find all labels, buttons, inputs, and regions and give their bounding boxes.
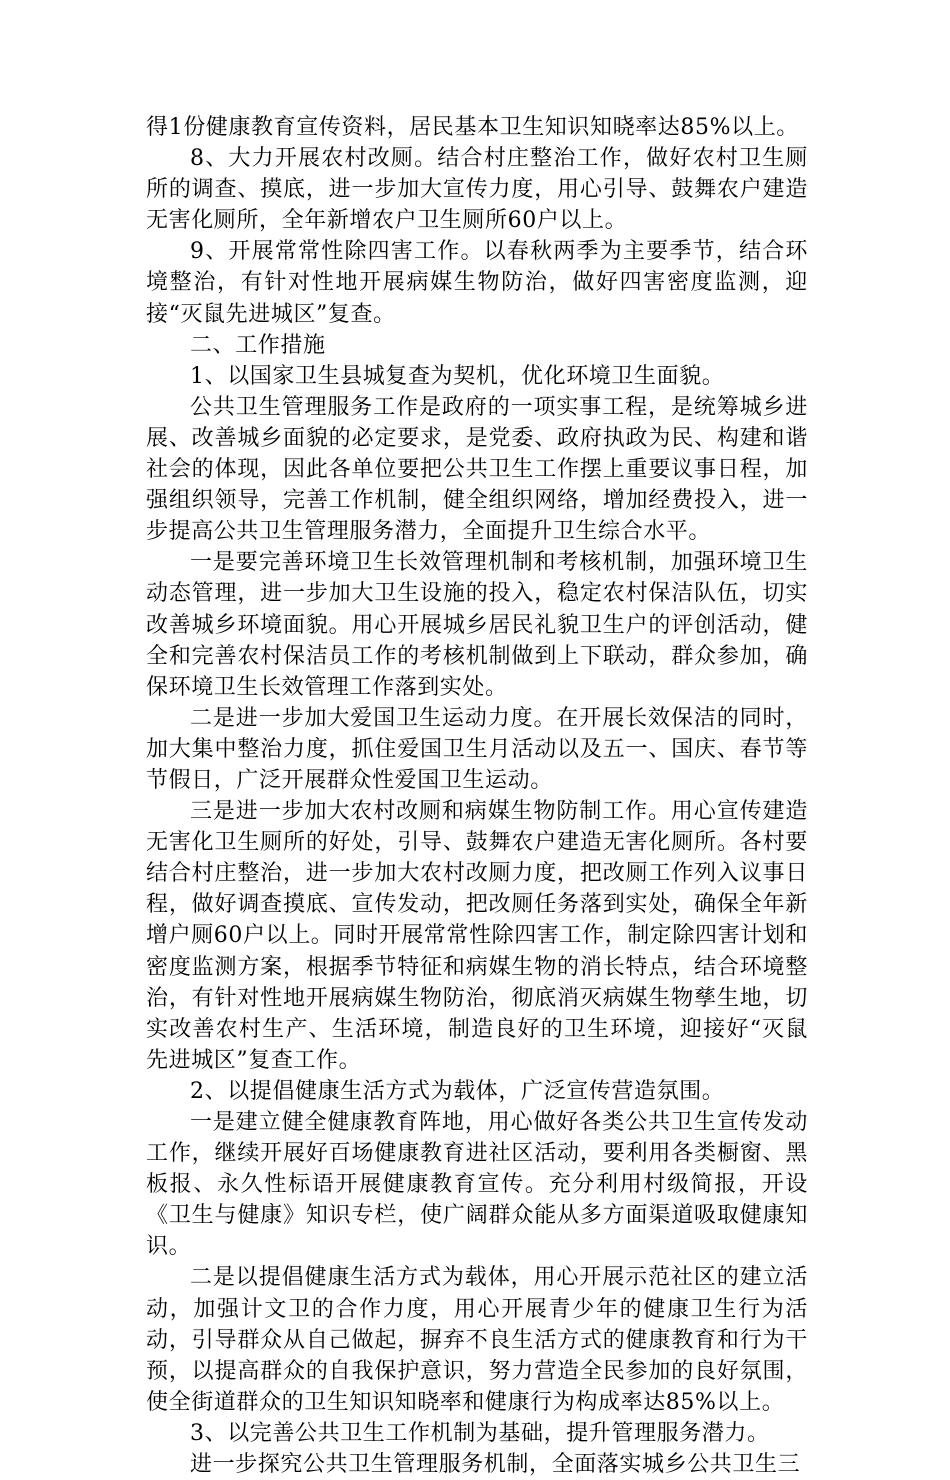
paragraph-mechanism: 进一步探究公共卫生管理服务机制，全面落实城乡公共卫生三 [190,1452,801,1478]
subheading-3: 3、以完善公共卫生工作机制为基础，提升管理服务潜力。 [190,1420,770,1446]
paragraph-first-point: 一是要完善环境卫生长效管理机制和考核机制，加强环境卫生动态管理，进一步加大卫生设施的投入，稳定农村保洁队伍，切实改善城乡环境面貌。用心开展城乡居民礼貌卫生户的评创活动，健全和完善农村保洁员工作的考核机制做到上下联动，群众参加，确保环境卫生长效管理工作落到实处。 [146,550,808,700]
paragraph-education-base: 一是建立健全健康教育阵地，用心做好各类公共卫生宣传发动工作，继续开展好百场健康教育进社区活动，要利用各类橱窗、黑板报、永久性标语开展健康教育宣传。充分利用村级简报，开设《卫生与健康》知识专栏，使广阔群众能从多方面渠道吸取健康知识。 [146,1110,808,1260]
subheading-1: 1、以国家卫生县城复查为契机，优化环境卫生面貌。 [190,363,725,389]
paragraph-second-point: 二是进一步加大爱国卫生运动力度。在开展长效保洁的同时，加大集中整治力度，抓住爱国卫生月活动以及五一、国庆、春节等节假日，广泛开展群众性爱国卫生运动。 [146,705,808,793]
paragraph-third-point: 三是进一步加大农村改厕和病媒生物防制工作。用心宣传建造无害化卫生厕所的好处，引导、鼓舞农户建造无害化厕所。各村要结合村庄整治，进一步加大农村改厕力度，把改厕工作列入议事日程，做好调查摸底、宣传发动，把改厕任务落到实处，确保全年新增户厕60户以上。同时开展常常性除四害工作，制定除四害计划和密度监测方案，根据季节特征和病媒生物的消长特点，结合环境整治，有针对性地开展病媒生物防治，彻底消灭病媒生物孳生地，切实改善农村生产、生活环境，制造良好的卫生环境，迎接好“灭鼠先进城区”复查工作。 [146,799,808,1073]
paragraph-item-8: 8、大力开展农村改厕。结合村庄整治工作，做好农村卫生厕所的调查、摸底，进一步加大宣传力度，用心引导、鼓舞农户建造无害化厕所，全年新增农户卫生厕所60户以上。 [146,146,808,234]
paragraph-item-9: 9、开展常常性除四害工作。以春秋两季为主要季节，结合环境整治，有针对性地开展病媒生物防治，做好四害密度监测，迎接“灭鼠先进城区”复查。 [146,239,808,327]
paragraph-public-health: 公共卫生管理服务工作是政府的一项实事工程，是统筹城乡进展、改善城乡面貌的必定要求，是党委、政府执政为民、构建和谐社会的体现，因此各单位要把公共卫生工作摆上重要议事日程，加强组织领导，完善工作机制，健全组织网络，增加经费投入，进一步提高公共卫生管理服务潜力，全面提升卫生综合水平。 [146,394,808,545]
paragraph-lifestyle: 二是以提倡健康生活方式为载体，用心开展示范社区的建立活动，加强计文卫的合作力度，用心开展青少年的健康卫生行为活动，引导群众从自己做起，摒弃不良生活方式的健康教育和行为干预，以提高群众的自我保护意识，努力营造全民参加的良好氛围，使全街道群众的卫生知识知晓率和健康行为构成率达85%以上。 [146,1265,808,1415]
section-heading-measures: 二、工作措施 [190,332,326,358]
document-page [146,112,808,1480]
paragraph-continuation: 得1份健康教育宣传资料，居民基本卫生知识知晓率达85%以上。 [146,115,799,140]
subheading-2: 2、以提倡健康生活方式为载体，广泛宣传营造氛围。 [190,1078,725,1104]
